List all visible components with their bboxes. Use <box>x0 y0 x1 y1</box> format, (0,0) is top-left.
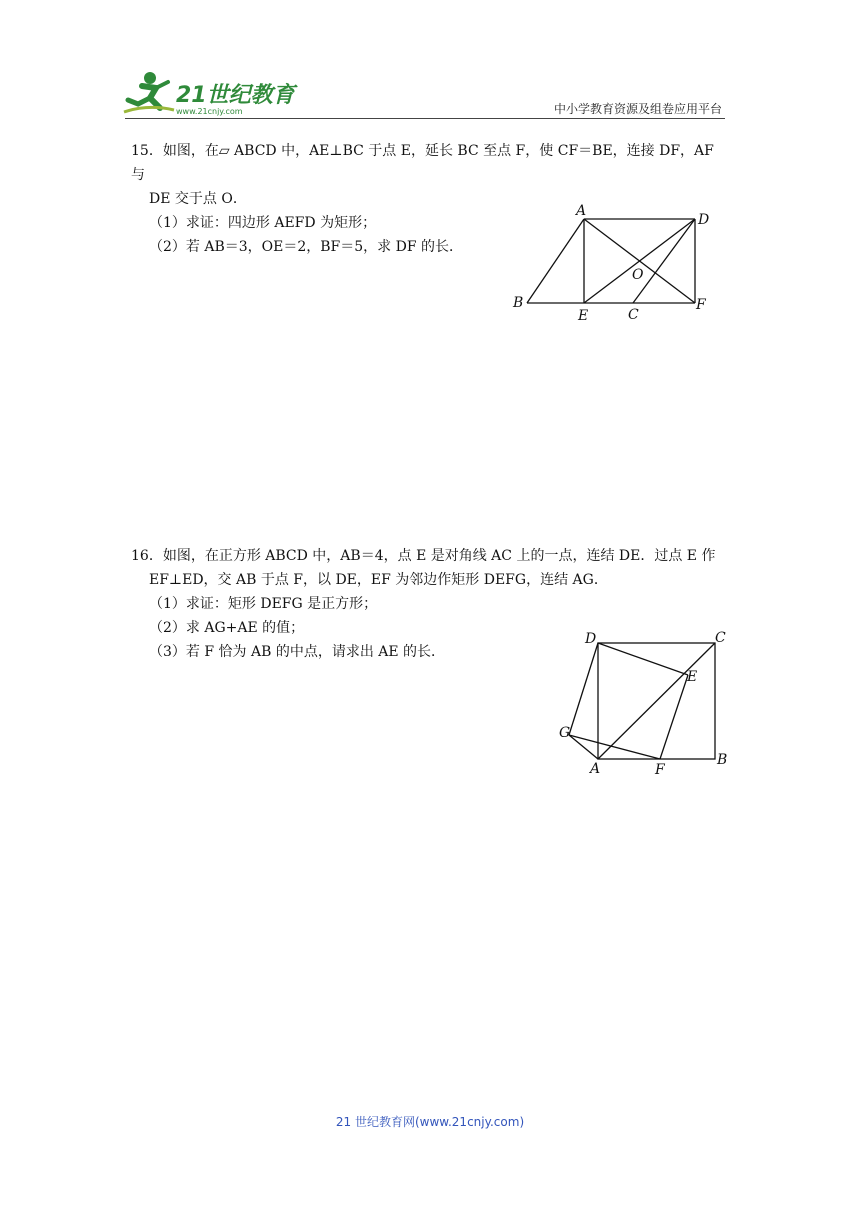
label-E: E <box>687 669 698 685</box>
label-D: D <box>585 631 597 647</box>
q15-part2: （2）若 AB＝3，OE＝2，BF＝5，求 DF 的长． <box>149 239 464 255</box>
label-C: C <box>715 630 726 646</box>
diagonal-AC <box>598 643 715 759</box>
runner-logo-icon <box>120 70 176 116</box>
header-divider <box>125 118 725 119</box>
segment-DC <box>633 219 695 303</box>
segment-GD <box>569 643 598 735</box>
q16-stem-line2: EF⊥ED，交 AB 于点 F，以 DE，EF 为邻边作矩形 DEFG，连结 AG． <box>149 572 608 588</box>
label-O: O <box>632 267 644 283</box>
label-D: D <box>698 212 710 228</box>
label-C: C <box>628 307 639 323</box>
segment-DE <box>598 643 688 675</box>
platform-title: 中小学教育资源及组卷应用平台 <box>553 102 722 116</box>
site-logo <box>120 70 295 120</box>
label-F: F <box>655 762 665 778</box>
q16-part1: （1）求证：矩形 DEFG 是正方形； <box>149 596 378 612</box>
label-A: A <box>590 761 601 777</box>
label-G: G <box>559 725 571 741</box>
q15-figure <box>505 200 720 329</box>
label-F: F <box>696 297 706 313</box>
label-B: B <box>513 295 524 311</box>
q15-part1: （1）求证：四边形 AEFD 为矩形； <box>149 215 377 231</box>
segment-AB <box>527 219 584 303</box>
label-B: B <box>717 752 728 768</box>
q16-part2: （2）求 AG+AE 的值； <box>149 620 305 636</box>
page-header <box>0 0 860 120</box>
q16-part3: （3）若 F 恰为 AB 的中点，请求出 AE 的长． <box>149 644 446 660</box>
q16-stem-line1: 16．如图，在正方形 ABCD 中，AB＝4，点 E 是对角线 AC 上的一点，连结 DE．过点 E 作 <box>131 548 716 564</box>
label-A: A <box>576 203 587 219</box>
q15-stem-line2: DE 交于点 O． <box>149 191 247 207</box>
label-E: E <box>578 308 589 324</box>
logo-text: 21世纪教育 <box>176 83 295 108</box>
q15-stem-line1: 15．如图，在▱ ABCD 中，AE⊥BC 于点 E，延长 BC 至点 F，使 CF＝BE，连接 DF，AF 与 <box>131 143 714 183</box>
segment-EF <box>660 675 688 759</box>
page-footer: 21 世纪教育网(www.21cnjy.com) <box>335 1115 525 1129</box>
logo-url: www.21cnjy.com <box>176 107 243 116</box>
q16-figure <box>555 625 735 784</box>
